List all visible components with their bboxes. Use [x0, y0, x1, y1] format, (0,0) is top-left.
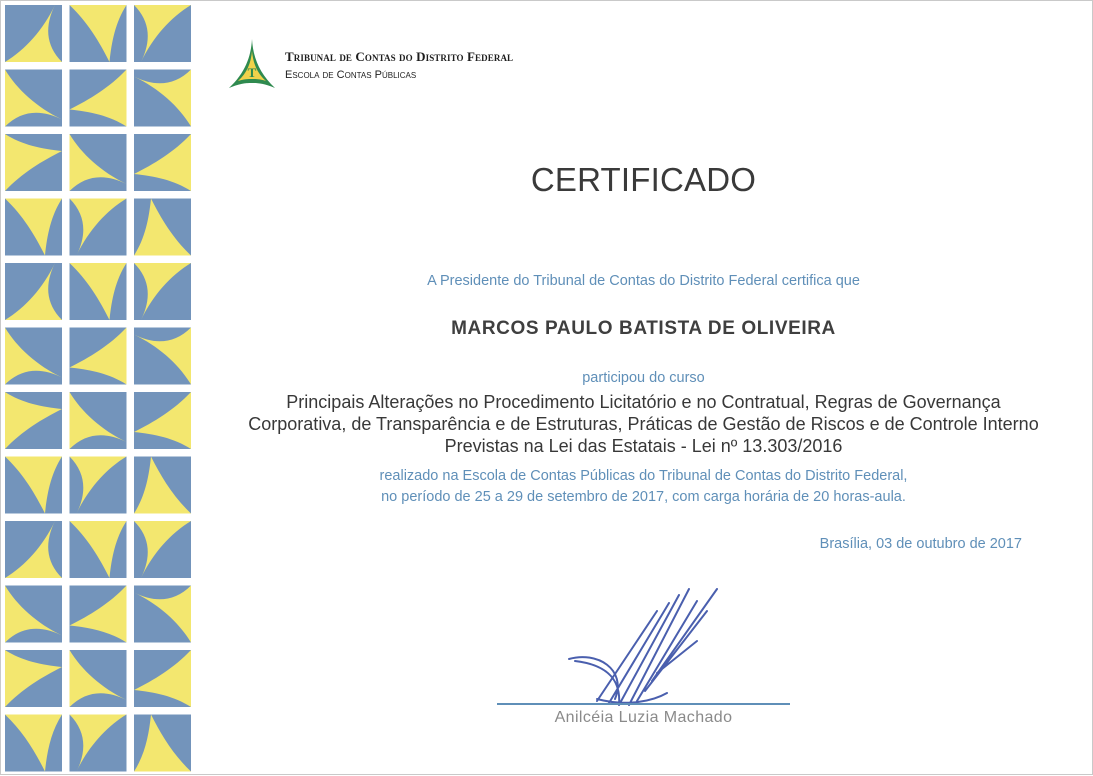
- mosaic-tile: [5, 70, 62, 127]
- mosaic-tile: [134, 70, 191, 127]
- mosaic-tile: [5, 199, 62, 256]
- details-line: no período de 25 a 29 de setembro de 2017, com carga horária de 20 horas-aula.: [381, 489, 906, 505]
- mosaic-tile: [70, 392, 127, 449]
- signer-name: Anilcéia Luzia Machado: [554, 709, 733, 726]
- mosaic-tile: [5, 457, 62, 514]
- mosaic-tile: [5, 5, 62, 62]
- course-line: Corporativa, de Transparência e de Estruturas, Práticas de Gestão de Riscos e de Controle Interno: [248, 414, 1039, 434]
- mosaic-tile: [5, 328, 62, 385]
- course-details: [196, 466, 1091, 508]
- mosaic-tile: [5, 715, 62, 772]
- details-line: realizado na Escola de Contas Públicas do Tribunal de Contas do Distrito Federal,: [379, 468, 908, 484]
- tcdf-logo-icon: [229, 39, 275, 91]
- mosaic-tile: [134, 199, 191, 256]
- svg-text:T: T: [247, 65, 257, 80]
- mosaic-tile: [5, 392, 62, 449]
- mosaic-tile: [134, 263, 191, 320]
- mosaic-tile: [70, 586, 127, 643]
- mosaic-tile: [134, 586, 191, 643]
- mosaic-tile: [134, 521, 191, 578]
- signature-scribble: [557, 581, 727, 711]
- mosaic-tile: [70, 5, 127, 62]
- mosaic-tile: [134, 328, 191, 385]
- participated-text: participou do curso: [582, 370, 705, 386]
- intro-text: A Presidente do Tribunal de Contas do Distrito Federal certifica que: [427, 273, 860, 289]
- certificate-heading: CERTIFICADO: [530, 161, 757, 198]
- mosaic-tile: [5, 586, 62, 643]
- mosaic-tile: [70, 521, 127, 578]
- place-date: Brasília, 03 de outubro de 2017: [819, 536, 1022, 552]
- mosaic-tile: [70, 328, 127, 385]
- institution-title: Tribunal de Contas do Distrito Federal: [285, 49, 514, 64]
- mosaic-tile: [134, 715, 191, 772]
- mosaic-tile: [134, 134, 191, 191]
- mosaic-tile: [70, 457, 127, 514]
- course-line: Principais Alterações no Procedimento Licitatório e no Contratual, Regras de Governança: [286, 392, 1001, 412]
- recipient-name: MARCOS PAULO BATISTA DE OLIVEIRA: [451, 318, 836, 339]
- mosaic-tile: [70, 715, 127, 772]
- institution-subtitle: Escola de Contas Públicas: [285, 69, 417, 81]
- mosaic-tile: [134, 457, 191, 514]
- course-title: [196, 391, 1091, 457]
- mosaic-tile: [70, 650, 127, 707]
- mosaic-tile: [5, 521, 62, 578]
- course-line: Previstas na Lei das Estatais - Lei nº 13.303/2016: [444, 436, 843, 456]
- mosaic-tile: [70, 199, 127, 256]
- mosaic-tile: [134, 5, 191, 62]
- mosaic-tile: [134, 392, 191, 449]
- mosaic-tile: [5, 263, 62, 320]
- mosaic-tile: [70, 134, 127, 191]
- mosaic-tile: [70, 70, 127, 127]
- signature-line: [497, 703, 790, 705]
- mosaic-tile: [5, 134, 62, 191]
- mosaic-tile: [70, 263, 127, 320]
- mosaic-tile: [134, 650, 191, 707]
- decorative-mosaic: [1, 1, 196, 776]
- mosaic-tile: [5, 650, 62, 707]
